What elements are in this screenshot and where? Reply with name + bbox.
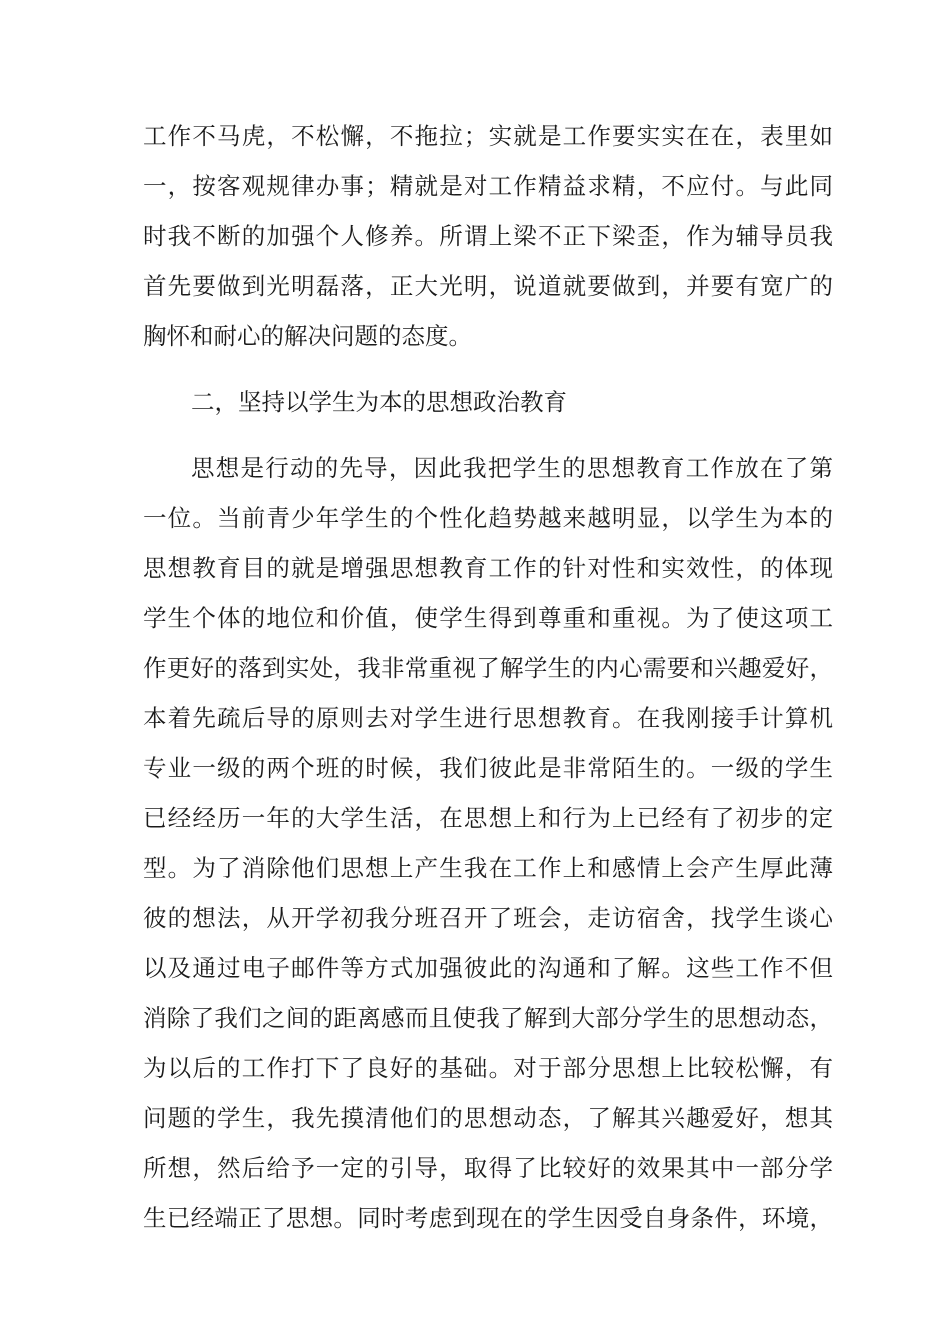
paragraph2-line-14: 问题的学生，我先摸清他们的思想动态，了解其兴趣爱好，想其: [143, 1104, 833, 1132]
paragraph2-line-7: 专业一级的两个班的时候，我们彼此是非常陌生的。一级的学生: [143, 754, 833, 782]
paragraph2-line-6: 本着先疏后导的原则去对学生进行思想教育。在我刚接手计算机: [143, 704, 833, 732]
paragraph2-line-15: 所想，然后给予一定的引导，取得了比较好的效果其中一部分学: [143, 1154, 833, 1182]
paragraph2-line-3: 思想教育目的就是增强思想教育工作的针对性和实效性，的体现: [143, 554, 833, 582]
paragraph2-line-13: 为以后的工作打下了良好的基础。对于部分思想上比较松懈，有: [143, 1054, 833, 1082]
paragraph2-line-10: 彼的想法，从开学初我分班召开了班会，走访宿舍，找学生谈心: [143, 904, 833, 932]
paragraph2-line-1: 思想是行动的先导，因此我把学生的思想教育工作放在了第: [191, 454, 833, 482]
paragraph2-line-4: 学生个体的地位和价值，使学生得到尊重和重视。为了使这项工: [143, 604, 833, 632]
paragraph1-line-1: 工作不马虎，不松懈，不拖拉；实就是工作要实实在在，表里如: [143, 122, 833, 150]
paragraph1-line-3: 时我不断的加强个人修养。所谓上梁不正下梁歪，作为辅导员我: [143, 222, 833, 250]
paragraph2-line-5: 作更好的落到实处，我非常重视了解学生的内心需要和兴趣爱好，: [143, 654, 833, 682]
section-heading: 二，坚持以学生为本的思想政治教育: [191, 388, 567, 416]
paragraph2-line-11: 以及通过电子邮件等方式加强彼此的沟通和了解。这些工作不但: [143, 954, 833, 982]
paragraph1-line-2: 一，按客观规律办事；精就是对工作精益求精，不应付。与此同: [143, 172, 833, 200]
paragraph2-line-9: 型。为了消除他们思想上产生我在工作上和感情上会产生厚此薄: [143, 854, 833, 882]
paragraph2-line-12: 消除了我们之间的距离感而且使我了解到大部分学生的思想动态，: [143, 1004, 833, 1032]
paragraph2-line-2: 一位。当前青少年学生的个性化趋势越来越明显，以学生为本的: [143, 504, 833, 532]
paragraph2-line-16: 生已经端正了思想。同时考虑到现在的学生因受自身条件，环境，: [143, 1204, 833, 1232]
paragraph2-line-8: 已经经历一年的大学生活，在思想上和行为上已经有了初步的定: [143, 804, 833, 832]
paragraph1-line-4: 首先要做到光明磊落，正大光明，说道就要做到，并要有宽广的: [143, 272, 833, 300]
paragraph1-line-5: 胸怀和耐心的解决问题的态度。: [143, 322, 472, 350]
